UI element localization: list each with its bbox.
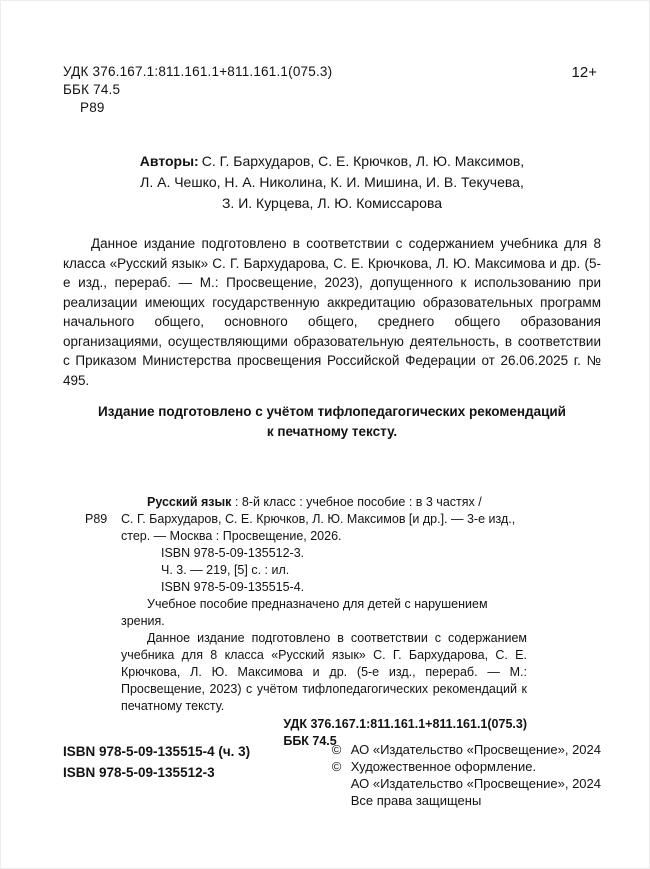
copyright-symbol bbox=[332, 775, 347, 792]
header bbox=[63, 63, 601, 117]
authors-names: С. Г. Бархударов, С. Е. Крючков, Л. Ю. Максимов, bbox=[201, 153, 525, 169]
authors-line: Л. А. Чешко, Н. А. Николина, К. И. Мишина, И. В. Текучева, bbox=[140, 174, 524, 190]
isbn-line: ISBN 978-5-09-135515-4 (ч. 3) bbox=[63, 744, 251, 759]
catalog-line: стер. — Москва : Просвещение, 2026. bbox=[121, 529, 342, 543]
catalog-title-line bbox=[121, 494, 527, 511]
authors-block bbox=[63, 151, 601, 214]
catalog-title: Русский язык bbox=[147, 495, 232, 509]
accessibility-note-line: Издание подготовлено с учётом тифлопедагогических рекомендаций bbox=[98, 404, 566, 419]
copyright-text: Художественное оформление. bbox=[350, 759, 537, 774]
accessibility-note bbox=[63, 402, 601, 442]
copyright-symbol: © bbox=[331, 759, 342, 774]
authors-label: Авторы: bbox=[139, 153, 199, 169]
catalog-isbn-block bbox=[161, 545, 527, 596]
catalog-bbk: ББК 74.5 bbox=[283, 734, 337, 748]
edition-paragraph: Данное издание подготовлено в соответствии с содержанием учебника для 8 класса «Русский язык» С. Г. Бархударова, С. Е. Крючкова, Л. Ю. Максимова и др. (5-е изд., перераб. — М.: Просвещение, 2023), допущенного к использованию при реализации имеющих государственную аккредитацию образовательных программ начального общего, основного общего, среднего общего образования организациями, осуществляющими образовательную деятельность, в соответствии с Приказом Министерства просвещения Российской Федерации от 26.06.2025 г. № 495. bbox=[63, 236, 601, 388]
catalog-annotation: Данное издание подготовлено в соответствии с содержанием учебника для 8 класса «Русский язык» С. Г. Бархударова, С. Е. Крючкова, Л. Ю. Максимова и др. (5-е изд., перераб. — М.: Просвещение, 2023) с учётом тифлопедагогических рекомендаций к печатному тексту. bbox=[121, 631, 527, 713]
authors-line: З. И. Курцева, Л. Ю. Комиссарова bbox=[221, 195, 443, 211]
catalog-annotation-line: Учебное пособие предназначено для детей с нарушением зрения. bbox=[121, 597, 488, 628]
isbn-line: ISBN 978-5-09-135515-4. bbox=[161, 580, 305, 594]
catalog-udk: УДК 376.167.1:811.161.1+811.161.1(075.3) bbox=[283, 717, 527, 731]
catalog-title-rest: : 8-й класс : учебное пособие : в 3 частях / bbox=[231, 495, 482, 509]
cataloging-block bbox=[63, 494, 601, 750]
copyright-text: АО «Издательство «Просвещение», 2024 bbox=[350, 742, 601, 757]
udk-number: УДК 376.167.1:811.161.1+811.161.1(075.3) bbox=[63, 64, 333, 79]
catalog-body bbox=[121, 494, 527, 750]
accessibility-note-line: к печатному тексту. bbox=[266, 424, 398, 439]
part-line: Ч. 3. — 219, [5] с. : ил. bbox=[161, 563, 290, 577]
copyright-text: АО «Издательство «Просвещение», 2024 bbox=[350, 776, 601, 791]
copyright-symbol bbox=[332, 792, 347, 809]
catalog-author-sign: Р89 bbox=[85, 512, 108, 526]
author-sign: Р89 bbox=[80, 100, 105, 115]
copyright-block bbox=[332, 741, 601, 809]
copyright-text: Все права защищены bbox=[350, 793, 482, 808]
bbk-number: ББК 74.5 bbox=[63, 82, 121, 97]
footer bbox=[63, 741, 601, 809]
catalog-line: С. Г. Бархударов, С. Е. Крючков, Л. Ю. Максимов [и др.]. — 3-е изд., bbox=[121, 512, 516, 526]
isbn-block bbox=[63, 741, 250, 783]
authors-line bbox=[63, 151, 601, 172]
isbn-line: ISBN 978-5-09-135512-3. bbox=[161, 546, 305, 560]
copyright-symbol: © bbox=[331, 742, 342, 757]
age-rating-badge: 12+ bbox=[571, 64, 597, 81]
classification-block bbox=[63, 63, 332, 117]
isbn-line: ISBN 978-5-09-135512-3 bbox=[63, 765, 215, 780]
